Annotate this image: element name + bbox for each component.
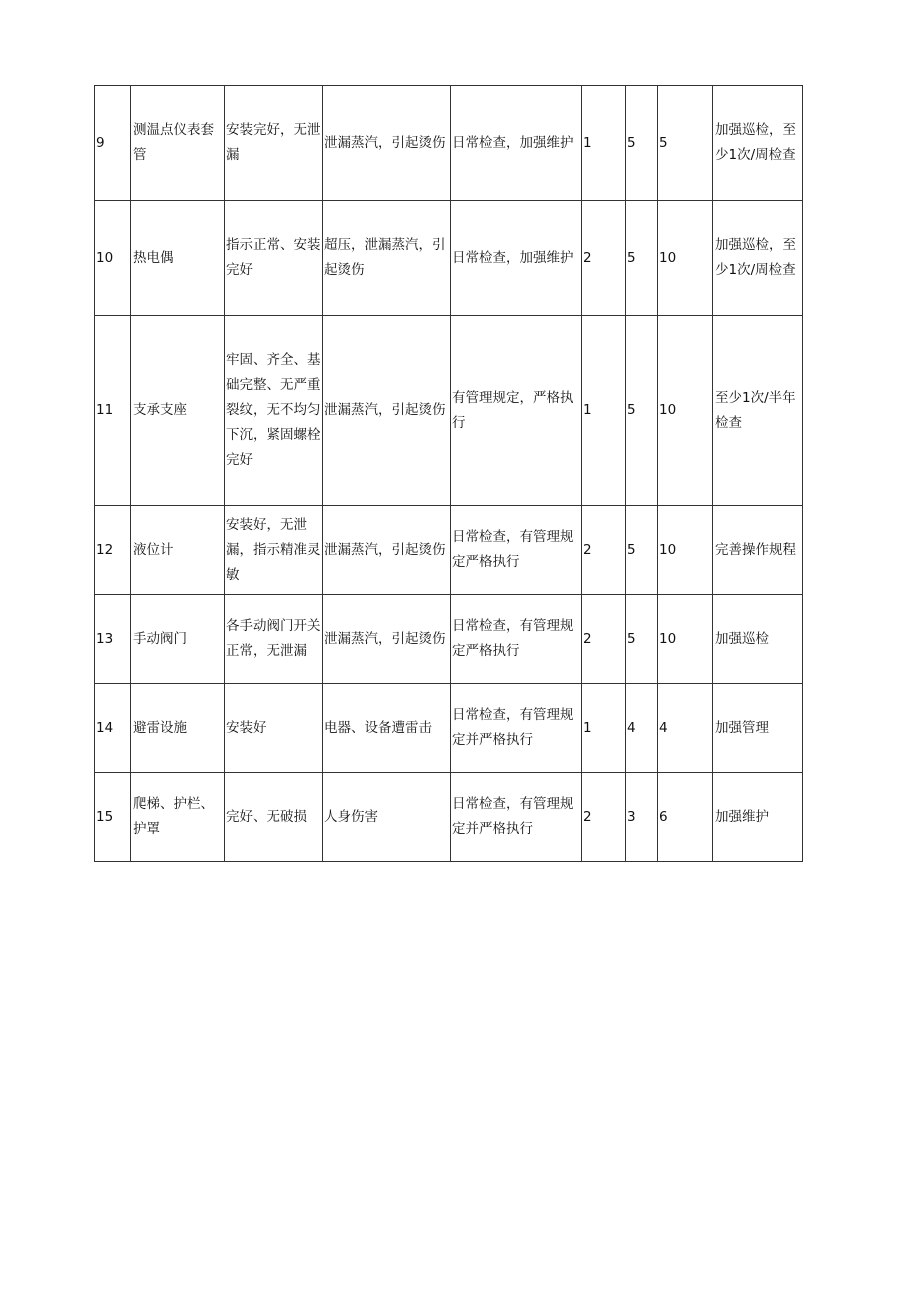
risk-value: 10 xyxy=(658,595,713,684)
risk-value: 10 xyxy=(658,201,713,316)
inspection-standard: 各手动阀门开关正常，无泄漏 xyxy=(225,595,323,684)
risk-value: 10 xyxy=(658,506,713,595)
inspection-item: 手动阀门 xyxy=(131,595,225,684)
recommended-measure: 加强巡检，至少1次/周检查 xyxy=(713,86,803,201)
recommended-measure: 加强巡检 xyxy=(713,595,803,684)
severity-value: 5 xyxy=(626,506,658,595)
likelihood-value: 2 xyxy=(582,773,626,862)
severity-value: 5 xyxy=(626,595,658,684)
inspection-standard: 安装好，无泄漏，指示精准灵敏 xyxy=(225,506,323,595)
inspection-standard: 安装完好，无泄漏 xyxy=(225,86,323,201)
table-row xyxy=(95,684,803,773)
current-control: 日常检查，有管理规定并严格执行 xyxy=(451,684,582,773)
severity-value: 5 xyxy=(626,201,658,316)
hazard-consequence: 泄漏蒸汽，引起烫伤 xyxy=(323,595,451,684)
likelihood-value: 1 xyxy=(582,316,626,506)
risk-assessment-table xyxy=(94,85,803,862)
inspection-item: 测温点仪表套管 xyxy=(131,86,225,201)
likelihood-value: 1 xyxy=(582,684,626,773)
inspection-standard: 完好、无破损 xyxy=(225,773,323,862)
inspection-item: 爬梯、护栏、护罩 xyxy=(131,773,225,862)
hazard-consequence: 超压，泄漏蒸汽，引起烫伤 xyxy=(323,201,451,316)
hazard-consequence: 电器、设备遭雷击 xyxy=(323,684,451,773)
inspection-standard: 安装好 xyxy=(225,684,323,773)
inspection-standard: 指示正常、安装完好 xyxy=(225,201,323,316)
current-control: 日常检查，有管理规定并严格执行 xyxy=(451,773,582,862)
current-control: 日常检查，加强维护 xyxy=(451,86,582,201)
table-row xyxy=(95,595,803,684)
inspection-item: 液位计 xyxy=(131,506,225,595)
risk-value: 10 xyxy=(658,316,713,506)
row-number: 10 xyxy=(95,201,131,316)
hazard-consequence: 泄漏蒸汽，引起烫伤 xyxy=(323,506,451,595)
risk-value: 5 xyxy=(658,86,713,201)
table-row xyxy=(95,773,803,862)
severity-value: 3 xyxy=(626,773,658,862)
risk-value: 6 xyxy=(658,773,713,862)
current-control: 日常检查，加强维护 xyxy=(451,201,582,316)
row-number: 11 xyxy=(95,316,131,506)
likelihood-value: 2 xyxy=(582,506,626,595)
recommended-measure: 至少1次/半年检查 xyxy=(713,316,803,506)
row-number: 13 xyxy=(95,595,131,684)
likelihood-value: 2 xyxy=(582,595,626,684)
severity-value: 5 xyxy=(626,86,658,201)
likelihood-value: 2 xyxy=(582,201,626,316)
recommended-measure: 加强巡检，至少1次/周检查 xyxy=(713,201,803,316)
likelihood-value: 1 xyxy=(582,86,626,201)
inspection-item: 热电偶 xyxy=(131,201,225,316)
row-number: 14 xyxy=(95,684,131,773)
hazard-consequence: 泄漏蒸汽，引起烫伤 xyxy=(323,86,451,201)
recommended-measure: 加强管理 xyxy=(713,684,803,773)
risk-value: 4 xyxy=(658,684,713,773)
inspection-item: 避雷设施 xyxy=(131,684,225,773)
table-row xyxy=(95,316,803,506)
hazard-consequence: 泄漏蒸汽，引起烫伤 xyxy=(323,316,451,506)
row-number: 12 xyxy=(95,506,131,595)
table-row xyxy=(95,201,803,316)
row-number: 15 xyxy=(95,773,131,862)
current-control: 有管理规定，严格执行 xyxy=(451,316,582,506)
severity-value: 4 xyxy=(626,684,658,773)
severity-value: 5 xyxy=(626,316,658,506)
table-row xyxy=(95,86,803,201)
hazard-consequence: 人身伤害 xyxy=(323,773,451,862)
recommended-measure: 加强维护 xyxy=(713,773,803,862)
row-number: 9 xyxy=(95,86,131,201)
recommended-measure: 完善操作规程 xyxy=(713,506,803,595)
current-control: 日常检查，有管理规定严格执行 xyxy=(451,506,582,595)
inspection-item: 支承支座 xyxy=(131,316,225,506)
inspection-standard: 牢固、齐全、基础完整、无严重裂纹，无不均匀下沉，紧固螺栓完好 xyxy=(225,316,323,506)
table-row xyxy=(95,506,803,595)
current-control: 日常检查，有管理规定严格执行 xyxy=(451,595,582,684)
